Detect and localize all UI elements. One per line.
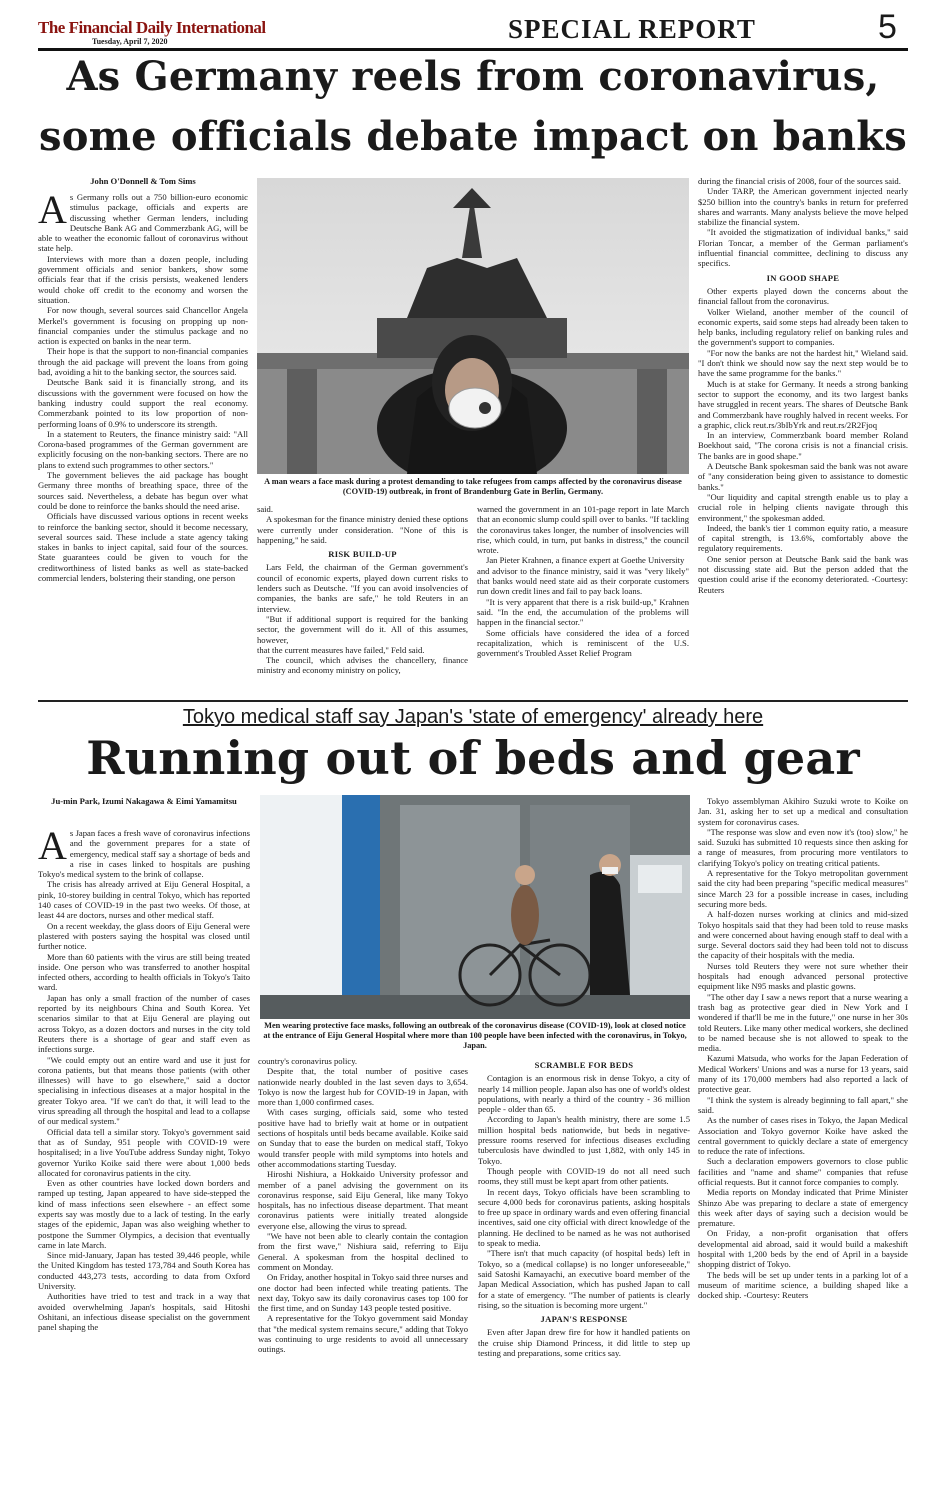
paragraph: Tokyo assemblyman Akihiro Suzuki wrote to Koike on Jan. 31, asking her to set up a medical and consultation system for coronavirus cases. xyxy=(698,796,908,827)
paragraph: Even after Japan drew fire for how it handled patients on the cruise ship Diamond Princess, it did little to step up testing and preparations, some critics say. xyxy=(478,1327,690,1359)
paragraph: country's coronavirus policy. xyxy=(258,1056,358,1066)
paragraph: "Our liquidity and capital strength enable us to play a crucial role in helping clients navigate through this environment," the spokesman added. xyxy=(698,491,908,523)
paragraph: The crisis has already arrived at Eiju General Hospital, a pink, 10-storey building in central Tokyo, which has reported 140 cases of COVID-19 in the past two weeks. Of those, at least 44 are doctors, nurses and other medical staff. xyxy=(38,879,250,921)
story1-photo xyxy=(257,178,689,474)
issue-date: Tuesday, April 7, 2020 xyxy=(92,37,168,46)
paragraph: Volker Wieland, another member of the council of economic experts, said some steps had already been taken to help banks, including regulatory relief on banking rules and the government's support to companies. xyxy=(698,306,908,348)
paragraph: "I think the system is already beginning to fall apart," she said. xyxy=(698,1094,908,1115)
section-title: SPECIAL REPORT xyxy=(508,14,756,44)
paragraph: Deutsche Bank said it is financially strong, and its discussions with the government were focused on how the banking industry could support the real economy. Commerzbank pointed to its low proportion of non-performing loans of 0.9% to underscore its strength. xyxy=(38,377,248,429)
story1-column-3 xyxy=(477,504,689,694)
story2-photo xyxy=(260,795,690,1019)
paragraph: One senior person at Deutsche Bank said the bank was not discussing state aid. But the person added that the question could arise if the economy deteriorated. -Courtesy: Reuters xyxy=(698,553,908,595)
paragraph: that the current measures have failed," Feld said. xyxy=(257,644,425,655)
story2-dropcap: A xyxy=(38,828,67,868)
paragraph: Some officials have considered the idea of a forced recapitalization, which is reminiscent of the U.S. government's Troubled Asset Relief Program xyxy=(477,627,689,659)
paragraph: Despite that, the total number of positive cases nationwide nearly doubled in the last seven days to 3,654. Tokyo is now the largest hub for COVID-19 in Japan, with more than 1,000 confirmed cases. xyxy=(258,1066,468,1108)
paragraph: The council, which advises the chancellery, finance ministry and economy ministry on policy, xyxy=(257,655,468,676)
paragraph: With cases surging, officials said, some who tested positive have had to briefly wait at home or in outpatient sections of hospitals until beds became available. Koike said on Sunday that to ease the burden on medical staff, Tokyo would transfer people with mild symptoms into hotels and other accommodations starting Tuesday. xyxy=(258,1107,468,1169)
paragraph: Kazumi Matsuda, who works for the Japan Federation of Medical Workers' Unions and was a nurse for 13 years, said many of its 170,000 members had also reported a lack of protective gear. xyxy=(698,1053,908,1095)
story2-photo-caption: Men wearing protective face masks, following an outbreak of the coronavirus disease (COVID-19), look at closed notice at the entrance of Eiju General Hospital where more than 100 people have been infected with the coronavirus, in Tokyo, Japan. xyxy=(263,1021,687,1050)
paragraph: A representative for the Tokyo metropolitan government said the city had been preparing "specific medical measures" since March 23 for a possible increase in cases, including securing more beds. xyxy=(698,868,908,909)
paragraph: during the financial crisis of 2008, four of the sources said. xyxy=(698,176,901,186)
paragraph: Much is at stake for Germany. It needs a strong banking sector to support the economy, and its two largest banks have struggled in recent years. The shares of Deutsche Bank and Commerzbank have roughly halved in recent weeks. For a graphic, click reut.rs/3bIbYrk and reut.rs/2R2Fjoq xyxy=(698,378,908,430)
story2-column-1 xyxy=(38,828,250,1498)
paragraph: In a statement to Reuters, the finance ministry said: "All Corona-based programmes of the German government are explicitly focusing on the non-banking sectors. There are no plans to extend such programmes to other sectors." xyxy=(38,428,248,470)
story1-headline-line1: As Germany reels from coronavirus, xyxy=(66,53,880,100)
paper-name: The Financial Daily International xyxy=(38,18,266,37)
paragraph: Officials have discussed various options in recent weeks to reinforce the banking sector, should it become necessary, several sources said. These include a state agency taking stakes in banks to inject capital, said four of the sources. State guarantees could be given to vouch for the creditworthiness of listed banks as well as state-backed commercial lenders, bolstering their standing, one person xyxy=(38,511,248,583)
paragraph: Hiroshi Nishiura, a Hokkaido University professor and member of a panel advising the government on its coronavirus response, said Eiju General, like many Tokyo hospitals, has no infectious disease department. That meant coronavirus patients were initially treated alongside everyone else, allowing the virus to spread. xyxy=(258,1169,468,1231)
paragraph: Official data tell a similar story. Tokyo's government said that as of Sunday, 951 people with COVID-19 were hospitalised; in a live YouTube address Sunday night, Tokyo governor Yuriko Koike said there were about 1,000 beds allocated for coronavirus patients in the city. xyxy=(38,1126,250,1178)
paragraph: "The other day I saw a news report that a nurse wearing a trash bag as protective gear died in New York and I wondered if that'll be me in the future," one nurse in her 30s told Reuters. Like many other medical workers, she declined to be named because she is not allowed to speak to the media. xyxy=(698,991,908,1054)
paragraph: said. xyxy=(257,504,273,514)
story2-headline: Running out of beds and gear xyxy=(86,731,860,785)
paragraph: "It avoided the stigmatization of individual banks," said Florian Toncar, a member of the German parliament's influential financial committee, declining to discuss any specifics. xyxy=(698,227,908,269)
paragraph: A spokesman for the finance ministry denied these options were currently under consideration. "None of this is happening," he said. xyxy=(257,514,468,545)
paragraph: A Deutsche Bank spokesman said the bank was not aware of "any consideration being given to assistance to domestic banks." xyxy=(698,461,908,492)
story1-byline: John O'Donnell & Tom Sims xyxy=(90,176,196,186)
paragraph: Even as other countries have locked down borders and ramped up testing, Japan appeared to have side-stepped the kind of mass infections seen elsewhere - an effect some experts say was mostly due to a lack of testing. In the early stages of the epidemic, Japan was also weighing whether to postpone the Summer Olympics, a decision that eventually came in late March. xyxy=(38,1178,250,1250)
paragraph: "It is very apparent that there is a risk build-up," Krahnen said. "In the end, the accumulation of the problems will happen in the financial sector." xyxy=(477,596,689,628)
paragraph: Nurses told Reuters they were not sure whether their hospitals had enough advanced personal protective equipment like N95 masks and plastic gowns. xyxy=(698,960,908,992)
story2-column-3 xyxy=(478,1056,690,1498)
paragraph: s Germany rolls out a 750 billion-euro economic stimulus package, officials and experts are discussing whether German lenders, including Deutsche Bank AG and Commerzbank AG, will be able to weather the economic fallout of coronavirus without state help. xyxy=(38,192,248,254)
story1-column-4 xyxy=(698,176,908,694)
paragraph: On a recent weekday, the glass doors of Eiju General were plastered with posters saying the hospital was closed until further notice. xyxy=(38,920,250,952)
paragraph: As the number of cases rises in Tokyo, the Japan Medical Association and Tokyo governor Koike have asked the central government to quickly declare a state of emergency to reduce the rate of infections. xyxy=(698,1115,908,1157)
subhead-scramble-for-beds: SCRAMBLE FOR BEDS xyxy=(534,1060,634,1070)
paragraph: Under TARP, the American government injected nearly $250 billion into the country's banks in return for preferred shares and warrants. Many analysts believe the move helped stabilize the financial system. xyxy=(698,186,908,228)
story1-headline-line2: some officials debate impact on banks xyxy=(39,113,907,160)
paragraph: Though people with COVID-19 do not all need such rooms, they still must be kept apart from other patients. xyxy=(478,1165,690,1187)
paragraph: For now though, several sources said Chancellor Angela Merkel's government is focusing on propping up non-financial companies under the stimulus package and no action is expected on banks in the near term. xyxy=(38,305,248,347)
paragraph: Lars Feld, the chairman of the German government's council of economic experts, played down current risks to lenders such as Deutsche. "If you can avoid insolvencies of companies, the banks are safe," he told Reuters in an interview. xyxy=(257,562,468,614)
paragraph: A half-dozen nurses working at clinics and mid-sized Tokyo hospitals said that they had been told to reuse masks and were concerned about having enough staff to deal with a surge. Several doctors said they had been told not to discuss the capacity of their hospitals with the media. xyxy=(698,909,908,961)
paragraph: In recent days, Tokyo officials have been scrambling to secure 4,000 beds for coronavirus patients, asking hospitals to free up space in ordinary wards and even offering financial incentives, said one city official with direct knowledge of the planning. He declined to be named as he was not authorised to speak to media. xyxy=(478,1186,690,1249)
paragraph: Authorities have tried to test and track in a way that avoided overwhelming Japan's hospitals, said Hitoshi Oshitani, an infectious disease specialist on the government panel shaping the xyxy=(38,1291,250,1333)
paragraph: Japan has only a small fraction of the number of cases reported by its neighbours China and South Korea. Yet scenarios similar to that at Eiju General are playing out across Tokyo, as a dozen doctors and nurses in the city told Reuters there is a shortage of gear and staff even as infections surge. xyxy=(38,992,250,1055)
paragraph: "The response was slow and even now it's (too) slow," he said. Suzuki has submitted 10 requests since then asking for a range of measures, from procuring more ventilators to clarifying Tokyo's policy on treating critical patients. xyxy=(698,826,908,868)
subhead-in-good-shape: IN GOOD SHAPE xyxy=(766,272,840,283)
paragraph: Interviews with more than a dozen people, including government officials and senior bankers, show some officials fear that if the crisis persists, weakened lenders would choke off credit to the economy and worsen the situation. xyxy=(38,253,248,305)
paragraph: On Friday, a non-profit organisation that offers developmental aid abroad, said it would build a makeshift hospital with 1,200 beds by the end of April in a bayside shopping district of Tokyo. xyxy=(698,1228,908,1270)
paragraph: Such a declaration empowers governors to close public facilities and "name and shame" companies that refuse official requests. But it cannot force companies to comply. xyxy=(698,1156,908,1187)
subhead-risk-build-up: RISK BUILD-UP xyxy=(328,549,397,560)
story1-photo-caption: A man wears a face mask during a protest demanding to take refugees from camps affected by the coronavirus disease (COVID-19) outbreak, in front of Brandenburg Gate in Berlin, Germany. xyxy=(264,477,682,496)
paragraph: The government believes the aid package has bought Germany three months of breathing space, three of the sources said. Nevertheless, a debate has begun over what could be done to reinforce the banks should the need arise. xyxy=(38,470,248,511)
story2-kicker: Tokyo medical staff say Japan's 'state of emergency' already here xyxy=(182,706,764,728)
paragraph: Their hope is that the support to non-financial companies through the aid package will prevent the loans from going bad, avoiding a hit to the banking sector, the sources said. xyxy=(38,346,248,378)
story1-dropcap: A xyxy=(38,192,67,232)
paragraph: "We could empty out an entire ward and use it just for corona patients, but that means those patients (with other illnesses) will have to go elsewhere," said a doctor specialising in infectious diseases at a major hospital in the greater Tokyo area. "If we can't do that, it will lead to the virus spreading all through the hospital and lead to a collapse of our medical system." xyxy=(38,1054,250,1127)
paragraph: Other experts played down the concerns about the financial fallout from the coronavirus. xyxy=(698,285,908,307)
paragraph: s Japan faces a fresh wave of coronavirus infections and the government prepares for a state of emergency, medical staff say a shortage of beds and a rise in cases linked to hospitals are pushing Tokyo's medical system to the brink of collapse. xyxy=(38,828,250,880)
paragraph: More than 60 patients with the virus are still being treated inside. One person who was transferred to another hospital infected others, according to health officials in Tokyo's Taito ward. xyxy=(38,951,250,993)
paragraph: "But if additional support is required for the banking sector, the government will do it. All of this assumes, however, xyxy=(257,613,468,645)
story2-column-2 xyxy=(258,1056,468,1498)
paragraph: On Friday, another hospital in Tokyo said three nurses and one doctor had been infected while treating patients. The next day, Tokyo saw its daily coronavirus cases top 100 for the first time, and on Sunday 143 people tested positive. xyxy=(258,1272,468,1314)
hospital-entrance-photo xyxy=(260,795,690,1019)
story2-byline: Ju-min Park, Izumi Nakagawa & Eimi Yamamitsu xyxy=(51,796,237,806)
paragraph: and advisor to the finance ministry, said it was "very likely" that banks would need state aid as their corporate customers run down credit lines and fail to pay back loans. xyxy=(477,565,689,597)
paragraph: Since mid-January, Japan has tested 39,446 people, while the United Kingdom has tested 173,784 and South Korea has conducted 443,273 tests, according to data from Oxford University. xyxy=(38,1250,250,1292)
story1-column-1 xyxy=(38,192,248,694)
paragraph: "For now the banks are not the hardest hit," Wieland said. "I don't think we should now say the next step would be to have the same programme for the banks." xyxy=(698,347,908,379)
paragraph: "There isn't that much capacity (of hospital beds) left in Tokyo, so a (medical collapse) is no longer unforeseeable," said Satoshi Kamayachi, an executive board member of the Japan Medical Association, which has pushed Japan to call for a state of emergency. "The number of patients is clearly rising, so the situation is becoming more urgent." xyxy=(478,1248,690,1310)
story1-column-2 xyxy=(257,504,468,694)
paragraph: Indeed, the bank's tier 1 common equity ratio, a measure of capital strength, is 13.6%, comfortably above the regulatory requirements. xyxy=(698,522,908,554)
paragraph: warned the government in an 101-page report in late March that an economic slump could spill over to banks. "If tackling the coronavirus takes longer, the number of insolvencies will rise, which could, in turn, put banks in distress," the council wrote. xyxy=(477,504,689,556)
subhead-japans-response: JAPAN'S RESPONSE xyxy=(540,1314,628,1325)
brandenburg-gate-photo xyxy=(257,178,689,474)
paragraph: A representative for the Tokyo government said Monday that "the medical system remains secure," adding that Tokyo was continuing to urge residents to avoid all unnecessary outings. xyxy=(258,1313,468,1355)
header-rule xyxy=(38,48,908,51)
story2-column-4 xyxy=(698,796,908,1498)
paragraph: Contagion is an enormous risk in dense Tokyo, a city of nearly 14 million people. Japan also has one of world's oldest populations, with nearly a third of the country - 36 million people - older than 65. xyxy=(478,1073,690,1115)
masthead xyxy=(38,8,908,46)
paragraph: Jan Pieter Krahnen, a finance expert at Goethe University xyxy=(486,555,685,566)
paragraph: According to Japan's health ministry, there are some 1.5 million hospital beds nationwide, but beds in negative-pressure rooms reserved for infectious diseases excluding tuberculosis have dwindled to just 1,882, with only 145 in Tokyo. xyxy=(478,1114,690,1166)
paragraph: Media reports on Monday indicated that Prime Minister Shinzo Abe was preparing to declare a state of emergency this week after days of saying such a decision would be premature. xyxy=(698,1187,908,1229)
paragraph: In an interview, Commerzbank board member Roland Boekhout said, "The corona crisis is not a financial crisis. The banks are in good shape." xyxy=(698,430,908,461)
story-divider xyxy=(38,700,908,702)
paragraph: The beds will be set up under tents in a parking lot of a museum of maritime science, a building shaped like a docked ship. -Courtesy: Reuters xyxy=(698,1269,908,1301)
page-number: 5 xyxy=(878,8,897,46)
paragraph: "We have not been able to clearly contain the contagion from the first wave," Nishiura said, referring to Eiju General. A spokesman from the hospital declined to comment on Monday. xyxy=(258,1231,468,1272)
